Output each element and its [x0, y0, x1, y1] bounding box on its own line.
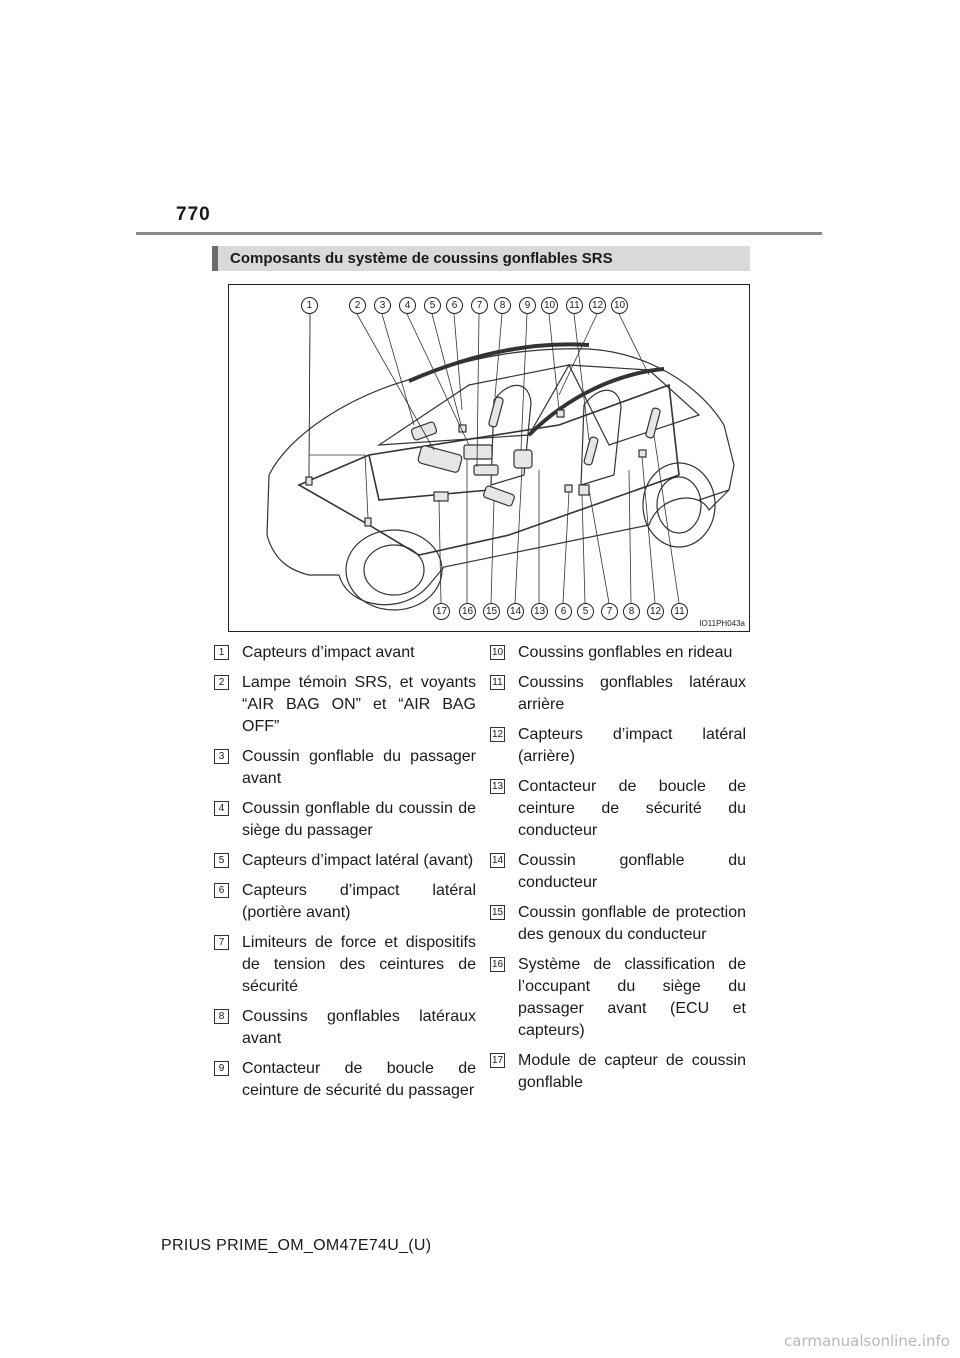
legend-item: [490, 672, 746, 716]
airbag-components-diagram: [228, 284, 750, 632]
legend-number: 11: [490, 675, 505, 690]
legend-item: [214, 932, 476, 998]
legend-item: [214, 746, 476, 790]
callout-top: 7: [471, 297, 488, 314]
callout-top: 4: [399, 297, 416, 314]
callout-top: 8: [494, 297, 511, 314]
legend-item: [214, 798, 476, 842]
legend-text: Coussins gonflables latéraux arrière: [518, 674, 746, 713]
legend-number: 2: [214, 675, 229, 690]
legend-number: 9: [214, 1061, 229, 1076]
legend-item: [214, 642, 476, 664]
callout-bottom: 17: [433, 603, 450, 620]
legend-text: Coussin gonflable du passager avant: [242, 748, 476, 787]
legend-item: [214, 880, 476, 924]
legend-text: Module de capteur de coussin gonflable: [518, 1052, 746, 1091]
legend-text: Système de classification de l’occupant du siège du passager avant (ECU et capteurs): [518, 956, 746, 1039]
legend-item: [214, 672, 476, 738]
legend-number: 15: [491, 907, 504, 918]
callout-top: 11: [566, 297, 583, 314]
callout-top: 6: [446, 297, 463, 314]
legend-text: Coussins gonflables latéraux avant: [242, 1008, 476, 1047]
legend-text: Capteurs d’impact latéral (avant): [242, 852, 474, 869]
legend-text: Contacteur de boucle de ceinture de sécurité du passager: [242, 1060, 476, 1099]
callout-bottom: 8: [623, 603, 640, 620]
callout-bottom: 6: [555, 603, 572, 620]
figure-code: IO11PH043a: [699, 619, 745, 628]
legend-item: [490, 850, 746, 894]
legend-number: 17: [491, 1055, 504, 1066]
legend-number: 13: [491, 781, 504, 792]
section-title: Composants du système de coussins gonflables SRS: [212, 246, 750, 271]
legend-item: [490, 1050, 746, 1094]
car-illustration: [229, 285, 751, 633]
legend-number: 3: [214, 749, 229, 764]
legend-number: 8: [214, 1009, 229, 1024]
legend-text: Coussin gonflable du conducteur: [518, 852, 746, 891]
legend-text: Capteurs d’impact latéral (arrière): [518, 726, 746, 765]
callout-top: 10: [541, 297, 558, 314]
callout-top: 12: [589, 297, 606, 314]
legend-item: [214, 1058, 476, 1102]
legend-item: [490, 954, 746, 1042]
callout-top: 3: [374, 297, 391, 314]
callout-bottom: 5: [577, 603, 594, 620]
callout-top: 5: [424, 297, 441, 314]
legend-number: 1: [214, 645, 229, 660]
callout-top: 1: [301, 297, 318, 314]
legend-text: Capteurs d’impact latéral (portière avant): [242, 882, 476, 921]
legend-text: Coussin gonflable du coussin de siège du passager: [242, 800, 476, 839]
legend-number: 7: [214, 935, 229, 950]
watermark: carmanualsonline.info: [784, 1332, 950, 1350]
legend-item: [490, 642, 746, 664]
legend-text: Limiteurs de force et dispositifs de tension des ceintures de sécurité: [242, 934, 476, 995]
legend-text: Coussins gonflables en rideau: [518, 644, 733, 661]
callout-bottom: 14: [507, 603, 524, 620]
legend-number: 14: [491, 855, 504, 866]
legend-number: 4: [214, 801, 229, 816]
callout-top: 2: [349, 297, 366, 314]
legend-text: Capteurs d’impact avant: [242, 644, 415, 661]
callout-bottom: 13: [531, 603, 548, 620]
legend-number: 6: [214, 883, 229, 898]
legend-item: [214, 850, 476, 872]
legend-number: 12: [491, 729, 504, 740]
legend-text: Lampe témoin SRS, et voyants “AIR BAG ON” et “AIR BAG OFF”: [242, 674, 476, 735]
legend-item: [214, 1006, 476, 1050]
callout-top: 9: [519, 297, 536, 314]
header-divider: [136, 232, 822, 235]
callout-bottom: 7: [601, 603, 618, 620]
callout-bottom: 16: [459, 603, 476, 620]
legend-text: Coussin gonflable de protection des genoux du conducteur: [518, 904, 746, 943]
legend-left-column: [214, 642, 476, 1110]
page-number: 770: [176, 204, 211, 225]
legend-text: Contacteur de boucle de ceinture de sécurité du conducteur: [518, 778, 746, 839]
legend-item: [490, 776, 746, 842]
callout-bottom: 11: [671, 603, 688, 620]
legend-number: 10: [491, 647, 504, 658]
legend-item: [490, 902, 746, 946]
legend-right-column: [490, 642, 746, 1102]
callout-bottom: 15: [483, 603, 500, 620]
legend-item: [490, 724, 746, 768]
page-footer: PRIUS PRIME_OM_OM47E74U_(U): [161, 1237, 432, 1254]
legend-number: 5: [214, 853, 229, 868]
legend-number: 16: [491, 959, 504, 970]
callout-bottom: 12: [647, 603, 664, 620]
callout-top: 10: [611, 297, 628, 314]
